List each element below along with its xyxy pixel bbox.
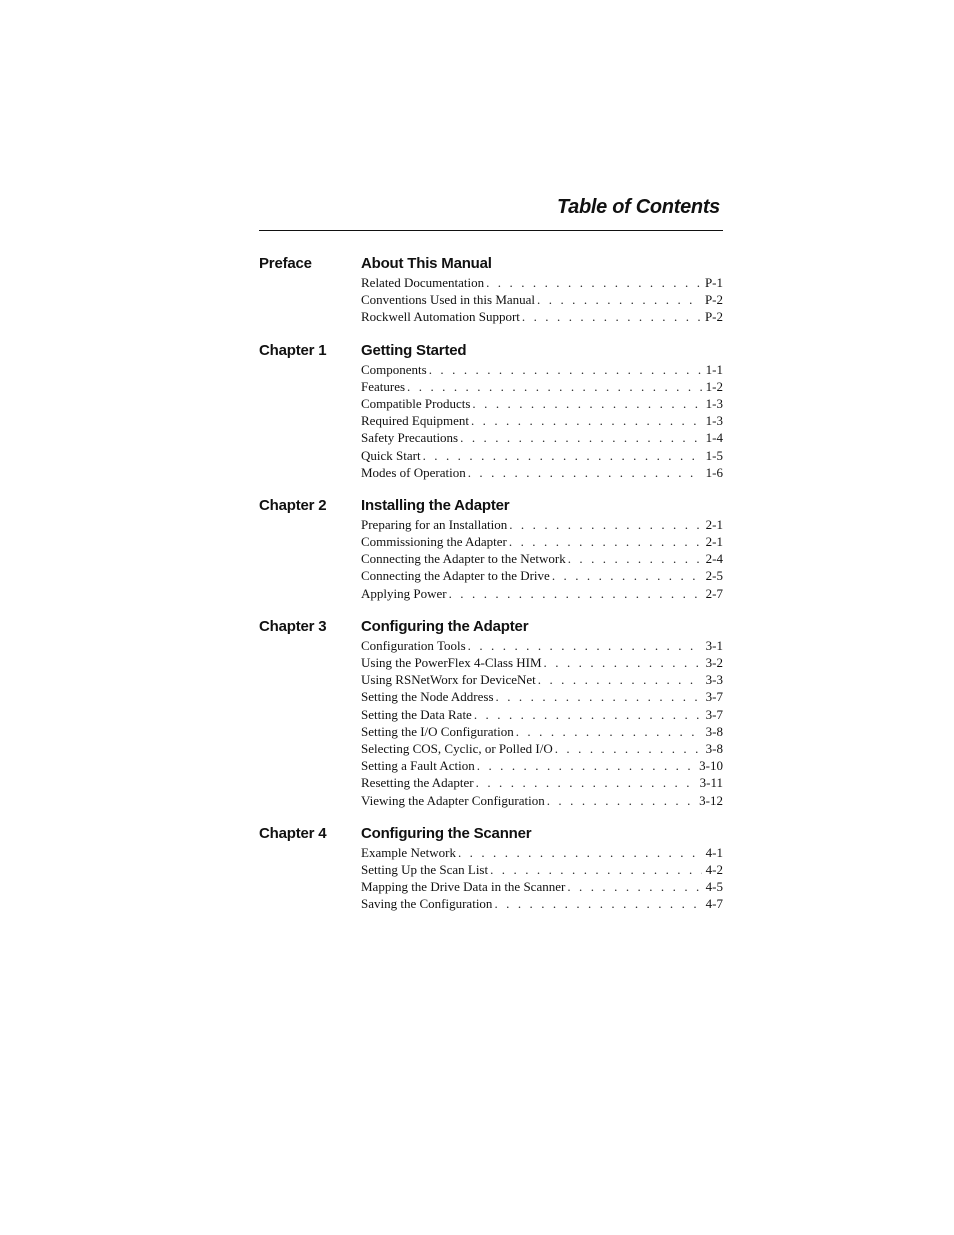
- table-of-contents: [259, 254, 723, 912]
- toc-entry-text: Setting the I/O Configuration: [361, 723, 514, 739]
- toc-entry-page: 3-2: [705, 655, 723, 670]
- toc-entry-page: 1-4: [705, 430, 723, 446]
- section-body: [361, 617, 723, 809]
- toc-section: [259, 496, 723, 602]
- section-label: Chapter 4: [259, 824, 327, 842]
- toc-entry-page: 3-8: [705, 723, 723, 739]
- toc-entry-page: 3-8: [705, 740, 723, 756]
- toc-entry[interactable]: [361, 861, 723, 878]
- dot-leader: [509, 533, 702, 550]
- toc-entry[interactable]: [361, 654, 723, 671]
- toc-entry-page: 3-1: [705, 637, 723, 653]
- toc-entry-text: Related Documentation: [361, 275, 485, 290]
- dot-leader: [547, 792, 695, 809]
- dot-leader: [407, 378, 702, 395]
- section-body: [361, 254, 723, 326]
- dot-leader: [472, 395, 701, 412]
- toc-entry-page: 3-3: [705, 672, 723, 688]
- toc-section: [259, 824, 723, 913]
- toc-entry[interactable]: [361, 447, 723, 464]
- dot-leader: [544, 654, 702, 671]
- toc-entry-page: 1-1: [705, 361, 723, 377]
- section-label: Chapter 2: [259, 496, 327, 514]
- dot-leader: [494, 895, 701, 912]
- toc-entry-text: Safety Precautions: [361, 430, 459, 446]
- dot-leader: [496, 688, 702, 705]
- section-body: [361, 824, 723, 913]
- toc-entry[interactable]: [361, 792, 723, 809]
- toc-entry-page: 3-11: [699, 775, 723, 791]
- toc-entry-page: 1-5: [705, 447, 723, 463]
- toc-entry-text: Quick Start: [361, 447, 421, 463]
- section-title[interactable]: Configuring the Adapter: [361, 617, 529, 635]
- toc-entry-text: Components: [361, 361, 427, 377]
- dot-leader: [555, 740, 702, 757]
- toc-entry-text: Commissioning the Adapter: [361, 534, 507, 550]
- toc-entry[interactable]: [361, 378, 723, 395]
- section-title[interactable]: Configuring the Scanner: [361, 824, 532, 842]
- toc-entry-page: 4-5: [705, 879, 723, 895]
- dot-leader: [474, 706, 702, 723]
- toc-entry-page: 2-1: [705, 516, 723, 532]
- toc-entry-page: 2-5: [705, 568, 723, 584]
- dot-leader: [538, 671, 702, 688]
- toc-entry-text: Applying Power: [361, 585, 447, 601]
- title-rule: [259, 230, 723, 231]
- toc-entry[interactable]: [361, 844, 723, 861]
- toc-entry[interactable]: [361, 308, 723, 325]
- toc-entry-page: 4-2: [705, 861, 723, 877]
- toc-entry-page: 1-2: [705, 378, 723, 394]
- toc-entry-text: Saving the Configuration: [361, 896, 493, 912]
- toc-entry-text: Setting the Data Rate: [361, 706, 472, 722]
- dot-leader: [471, 412, 702, 429]
- toc-entry-page: P-1: [704, 275, 723, 290]
- dot-leader: [552, 567, 702, 584]
- toc-section: [259, 254, 723, 326]
- dot-leader: [429, 361, 702, 378]
- toc-entry[interactable]: [361, 567, 723, 584]
- toc-entry[interactable]: [361, 740, 723, 757]
- toc-entry[interactable]: [361, 274, 723, 291]
- page-title: Table of Contents: [556, 196, 720, 218]
- toc-entry[interactable]: [361, 671, 723, 688]
- section-title[interactable]: About This Manual: [361, 255, 492, 272]
- toc-entry[interactable]: [361, 895, 723, 912]
- toc-entry-text: Conventions Used in this Manual: [361, 292, 536, 308]
- dot-leader: [423, 447, 702, 464]
- toc-entry[interactable]: [361, 774, 723, 791]
- dot-leader: [567, 878, 701, 895]
- toc-entry-page: 3-12: [699, 792, 723, 808]
- toc-section: [259, 617, 723, 809]
- toc-entry-page: 1-3: [705, 395, 723, 411]
- section-label: Preface: [259, 255, 312, 272]
- toc-entry-text: Using the PowerFlex 4-Class HIM: [361, 655, 542, 670]
- toc-entry-text: Example Network: [361, 844, 456, 860]
- toc-entry-page: 1-3: [705, 413, 723, 429]
- toc-entry[interactable]: [361, 688, 723, 705]
- toc-entry[interactable]: [361, 429, 723, 446]
- toc-entry-text: Modes of Operation: [361, 464, 466, 480]
- toc-entry[interactable]: [361, 757, 723, 774]
- dot-leader: [477, 757, 695, 774]
- toc-entry[interactable]: [361, 878, 723, 895]
- section-body: [361, 496, 723, 602]
- dot-leader: [476, 774, 696, 791]
- section-label: Chapter 3: [259, 617, 327, 635]
- dot-leader: [516, 723, 702, 740]
- toc-entry[interactable]: [361, 516, 723, 533]
- toc-entry[interactable]: [361, 361, 723, 378]
- dot-leader: [509, 516, 701, 533]
- toc-entry-page: 1-6: [705, 464, 723, 480]
- toc-entry-page: P-2: [704, 309, 723, 325]
- toc-entry[interactable]: [361, 706, 723, 723]
- toc-entry[interactable]: [361, 291, 723, 308]
- toc-entry-page: 3-7: [705, 706, 723, 722]
- section-body: [361, 341, 723, 481]
- dot-leader: [568, 550, 702, 567]
- toc-entry-text: Resetting the Adapter: [361, 775, 474, 791]
- dot-leader: [460, 429, 702, 446]
- toc-entry-text: Setting the Node Address: [361, 689, 494, 705]
- dot-leader: [490, 861, 702, 878]
- section-title[interactable]: Getting Started: [361, 341, 467, 359]
- toc-entry-page: P-2: [704, 292, 723, 308]
- toc-entry[interactable]: [361, 585, 723, 602]
- toc-entry-page: 2-1: [705, 534, 723, 550]
- toc-entry-text: Configuration Tools: [361, 637, 466, 653]
- dot-leader: [522, 308, 701, 325]
- toc-entry[interactable]: [361, 637, 723, 654]
- toc-entry-text: Setting Up the Scan List: [361, 861, 489, 877]
- toc-entry[interactable]: [361, 464, 723, 481]
- toc-entry[interactable]: [361, 533, 723, 550]
- toc-entry-text: Mapping the Drive Data in the Scanner: [361, 879, 566, 895]
- dot-leader: [468, 464, 702, 481]
- toc-entry-text: Compatible Products: [361, 395, 471, 411]
- toc-entry-page: 3-7: [705, 689, 723, 705]
- section-label: Chapter 1: [259, 341, 327, 359]
- toc-entry-text: Rockwell Automation Support: [361, 309, 520, 325]
- dot-leader: [486, 274, 701, 291]
- toc-entry-text: Viewing the Adapter Configuration: [361, 792, 545, 808]
- toc-entry-text: Preparing for an Installation: [361, 516, 508, 532]
- toc-entry-text: Connecting the Adapter to the Network: [361, 551, 566, 567]
- toc-entry[interactable]: [361, 412, 723, 429]
- toc-entry-text: Selecting COS, Cyclic, or Polled I/O: [361, 740, 553, 756]
- dot-leader: [537, 291, 701, 308]
- toc-entry-text: Setting a Fault Action: [361, 758, 475, 774]
- toc-entry-page: 2-7: [705, 585, 723, 601]
- toc-entry-page: 2-4: [705, 551, 723, 567]
- toc-entry-text: Using RSNetWorx for DeviceNet: [361, 672, 536, 688]
- toc-entry-text: Features: [361, 378, 406, 394]
- toc-section: [259, 341, 723, 481]
- section-title[interactable]: Installing the Adapter: [361, 496, 510, 514]
- toc-entry[interactable]: [361, 395, 723, 412]
- toc-entry[interactable]: [361, 723, 723, 740]
- toc-entry-text: Connecting the Adapter to the Drive: [361, 568, 550, 584]
- dot-leader: [458, 844, 702, 861]
- toc-entry-page: 4-7: [705, 896, 723, 912]
- toc-entry-text: Required Equipment: [361, 413, 469, 429]
- dot-leader: [468, 637, 702, 654]
- dot-leader: [449, 585, 702, 602]
- toc-entry-page: 4-1: [705, 844, 723, 860]
- toc-entry-page: 3-10: [699, 758, 723, 774]
- toc-entry[interactable]: [361, 550, 723, 567]
